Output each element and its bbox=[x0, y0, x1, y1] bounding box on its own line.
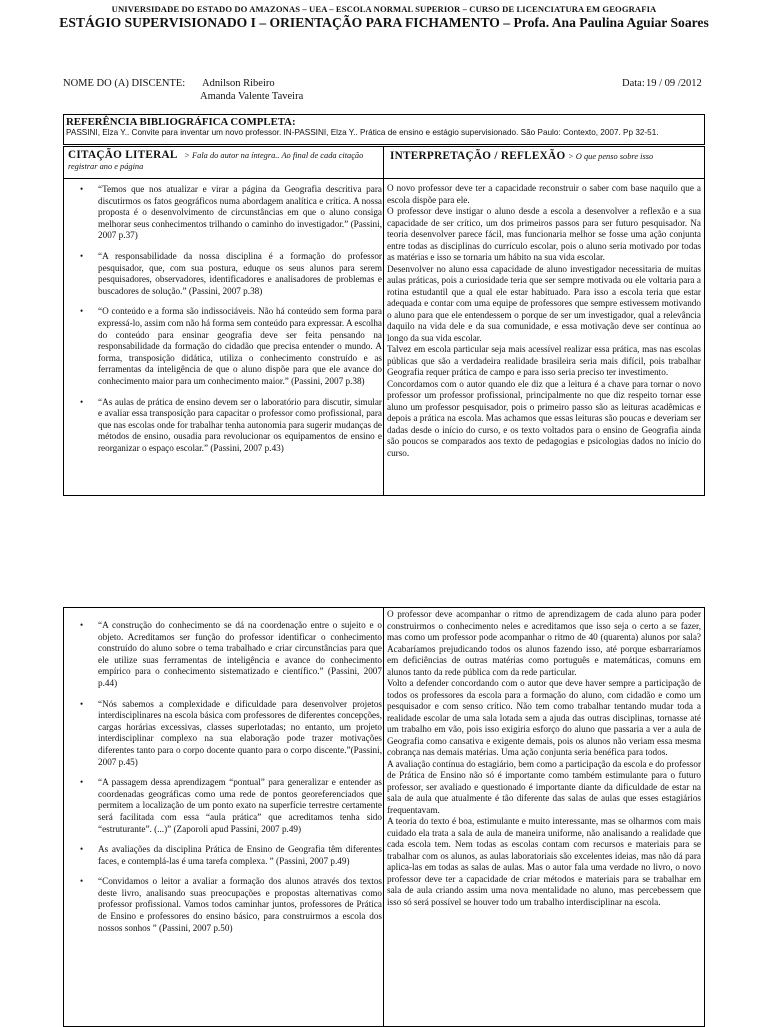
quote-list-2 bbox=[66, 620, 382, 943]
quote-item bbox=[66, 876, 382, 934]
quote-text: “Nós sabemos a complexidade e dificuldade para desenvolver projetos interdisciplinares na escola básica com professores de diferentes concepções, cargas horárias excessivas, classes superlotadas; no entanto, um projeto interdisciplinar complexo na sua elaboração pode trazer motivações diferentes tanto para o corpo docente quanto para o corpo discente.”(Passini, 2007 p.45) bbox=[98, 698, 382, 767]
column-divider bbox=[383, 608, 384, 1026]
column-divider bbox=[383, 147, 384, 495]
bullet-icon: • bbox=[80, 844, 84, 855]
column-header-citacao bbox=[68, 150, 378, 172]
quote-item bbox=[66, 251, 382, 297]
column-note-interpretacao: > O que penso sobre isso bbox=[568, 152, 654, 161]
student-label: NOME DO (A) DISCENTE: bbox=[63, 78, 186, 89]
bullet-icon: • bbox=[80, 306, 84, 317]
reference-text: PASSINI, Elza Y.. Convite para inventar um novo professor. IN-PASSINI, Elza Y.. Prática de ensino e estágio supervisionado. São Paulo: Contexto, 2007. Pp 32-51. bbox=[66, 128, 659, 137]
document-title: ESTÁGIO SUPERVISIONADO I – ORIENTAÇÃO PARA FICHAMENTO – Profa. Ana Paulina Aguiar Soares bbox=[59, 15, 709, 30]
quote-text: “Convidamos o leitor a avaliar a formação dos alunos através dos textos deste livro, analisando suas preocupações e propostas alternativas como professor profissional. Vamos todos caminhar juntos, professores de Prática de Ensino e professores do ensino básico, para construirmos a escola dos nossos sonhos ” (Passini, 2007 p.50) bbox=[98, 876, 382, 933]
quote-text: “A passagem dessa aprendizagem “pontual” para generalizar e entender as coordenadas geográficas como uma rede de pontos georeferenciados que permitem a localização de um ponto exato na superfície terrestre certamente será facilitada com essa “aula prática” que acreditamos tenha sido “estruturante”. (...)” (Zaporoli apud Passini, 2007 p.49) bbox=[98, 777, 382, 834]
quote-item bbox=[66, 844, 382, 867]
fichamento-table-2 bbox=[63, 607, 705, 1027]
quote-text: As avaliações da disciplina Prática de Ensino de Geografia têm diferentes faces, e contemplá-las é uma tarefa complexa. ” (Passini, 2007 p.49) bbox=[98, 844, 382, 866]
quote-item bbox=[66, 777, 382, 835]
header-divider bbox=[64, 178, 704, 179]
quote-text: “As aulas de prática de ensino devem ser o laboratório para discutir, simular e avaliar essa transposição para capacitar o professor como profissional, para que nas escolas onde for trabalhar tenha autonomia para sugerir mudanças de métodos de ensino, ousadia para revolucionar os equipamentos de ensino e reorganizar o espaço escolar.” (Passini, 2007 p.43) bbox=[98, 396, 382, 453]
bullet-icon: • bbox=[80, 777, 84, 788]
column-title-interpretacao: INTERPRETAÇÃO / REFLEXÃO bbox=[390, 150, 566, 162]
fichamento-table-1 bbox=[63, 146, 705, 496]
quote-text: “Temos que nos atualizar e virar a página da Geografia descritiva para discutirmos os fatos geográficos numa abordagem analítica e crítica. A nossa proposta é o desenvolvimento de circunstâncias em que o aluno consiga melhorar seus conhecimentos trilhando o caminho do investigador.” (Passini, 2007 p.37) bbox=[98, 184, 382, 241]
bullet-icon: • bbox=[80, 250, 84, 261]
student-name-2: Amanda Valente Taveira bbox=[200, 91, 304, 102]
quote-item bbox=[66, 699, 382, 769]
quote-item bbox=[66, 306, 382, 387]
reference-label: REFERÊNCIA BIBLIOGRÁFICA COMPLETA: bbox=[66, 116, 296, 128]
quote-text: “A construção do conhecimento se dá na coordenação entre o sujeito e o objeto. Acreditamos ser função do professor identificar o conhecimento construído do aluno sobre o tema trabalhado e criar circunstâncias para que ele utilize suas ferramentas de inteligência e avance do conhecimento empírico para o conhecimento sistematizado e científico.” (Passini, 2007 p.44) bbox=[98, 620, 382, 688]
quote-item bbox=[66, 620, 382, 690]
column-title-citacao: CITAÇÃO LITERAL bbox=[68, 149, 178, 161]
quote-text: “A responsabilidade da nossa disciplina é a formação do professor pesquisador, que, com sua postura, eduque os seus alunos para serem pesquisadores, observadores, identificadores e analisadores de problemas e buscadores de solução.” (Passini, 2007 p.38) bbox=[98, 250, 382, 296]
bullet-icon: • bbox=[80, 396, 84, 407]
reflection-text-2: O professor deve acompanhar o ritmo de aprendizagem de cada aluno para poder construirmos o conhecimento neles e acreditamos que isso seja o certo a se fazer, mas como um professor pode acompanhar o ritmo de 40 (quarenta) alunos por sala? Acabaríamos prejudicando todos os alunos fazendo isso, até porque esbarraríamos em deficiências de outras matérias como português e matemáticas, comuns em alunos tanto da rede pública com da rede particular. Volto a defender concordando com o autor que deve haver sempre a participação de todos os professores da escola para a formação do aluno, com cidadão e como um pesquisador e com senso crítico. Não tem como trabalhar tentando mudar toda a realidade escolar de uma sala lotada sem a ajuda das outras disciplinas, tornasse até um trabalho em vão, pois isso exigiria esforço do aluno que passaria a ver a aula de Geografia como cansativa e exigente demais, pois os alunos não veriam essa mesma cobrança nas demais matérias. Uma ação conjunta seria benéfica para todos. A avaliação contínua do estagiário, bem como a participação da escola e do professor de Prática de Ensino não só é importante como também estimulante para o futuro professor, ser avaliado e questionado é importante diante da dificuldade de estar na sala de aula que atualmente é tão diferente das salas de aulas que esses estagiários frequentavam. A teoria do texto é boa, estimulante e muito interessante, mas se olharmos com mais cuidado ela trata a sala de aula de maneira uniforme, não analisando a realidade que cada escola tem. Nem todas as escolas contam com recursos e materiais para se trabalhar com os alunos, as aulas laboratoriais são excelentes ideias, mas não dá para aplica-las em todas as salas de aulas. Mas o autor fala uma verdade no livro, o novo professor deve ter a capacidade de criar métodos e materiais para se trabalhar em sala de aula criando assim uma nova mentalidade no aluno, mas percebessem que isso só será possível se houver todo um trabalho interdisciplinar na escola. bbox=[387, 609, 701, 907]
date-label: Data: bbox=[622, 78, 645, 89]
quote-list-1 bbox=[66, 184, 382, 463]
quote-item bbox=[66, 184, 382, 242]
quote-item bbox=[66, 397, 382, 455]
bullet-icon: • bbox=[80, 698, 84, 709]
date-value: 19 / 09 /2012 bbox=[646, 78, 702, 89]
bullet-icon: • bbox=[80, 876, 84, 887]
column-note-citacao: > Fala do autor na íntegra.. Ao final de cada citação registrar ano e página bbox=[68, 151, 364, 171]
university-header: UNIVERSIDADE DO ESTADO DO AMAZONAS – UEA – ESCOLA NORMAL SUPERIOR – CURSO DE LICENCIATURA EM GEOGRAFIA bbox=[111, 4, 657, 14]
reference-box bbox=[63, 114, 705, 145]
bullet-icon: • bbox=[80, 620, 84, 630]
column-header-interpretacao bbox=[390, 150, 708, 162]
student-name-1: Adnilson Ribeiro bbox=[202, 78, 275, 89]
document-page-1 bbox=[0, 0, 768, 500]
bullet-icon: • bbox=[80, 184, 84, 194]
reflection-text-1: O novo professor deve ter a capacidade reconstruir o saber com base naquilo que a escola dispõe para ele. O professor deve instigar o aluno desde a escola a desenvolver a reflexão e a sua capacidade de ser crítico, um dos primeiros passos para ser futuro pesquisador. Na teoria desenvolver parece fácil, mas funcionaria melhor se fosse uma ação conjunta entre todas as disciplinas do currículo escolar, pois o aluno seria motivado por todas as matérias e isso se tornaria um hábito na sua vida escolar. Desenvolver no aluno essa capacidade de aluno investigador necessitaria de muitas aulas práticas, pois a curiosidade teria que ser sempre motivada ou ele voltaria para a rotina estudantil que a qual ele estar habituado. Para isso a escola teria que estar adequada e contar com uma equipe de professores que sempre estivessem motivando o aluno para que ele entendessem o porque de ser um investigador, qual a relevância daquilo na vida dele e da sua comunidade, e essa motivação deve ser contínua ao longo da sua vida escolar. Talvez em escola particular seja mais acessível realizar essa prática, mas nas escolas públicas que são a verdadeira realidade brasileira seria mais difícil, pois trabalhar Geografia requer prática de campo e para isso seria preciso ter investimento. Concordamos com o autor quando ele diz que a leitura é a chave para tornar o novo professor um professor profissional, principalmente no que diz respeito tornar esse aluno um professor pesquisador, pois o primeiro passo são as leituras acadêmicas e depois a prática na escola. Mas achamos que essas leituras são poucas e deveriam ser dadas desde o início do curso, e os texto voltados para o ensino de Geografia ainda são poucos se comparados aos texto de pedagogias e psicologias dados no início do curso. bbox=[387, 183, 701, 458]
quote-text: “O conteúdo e a forma são indissociáveis. Não há conteúdo sem forma para expressá-lo, assim com não há forma sem conteúdo para expressar. A escolha do conteúdo para ensinar geografia deve ser feita pensando na responsabilidade da formação do cidadão que precisa entender o mundo. A forma, transposição didática, utiliza o conhecimento construído e as ferramentas da inteligência de que o aluno dispõe para que ele avance do conhecimento maior para um conhecimento maior.” (Passini, 2007 p.38) bbox=[98, 306, 382, 386]
